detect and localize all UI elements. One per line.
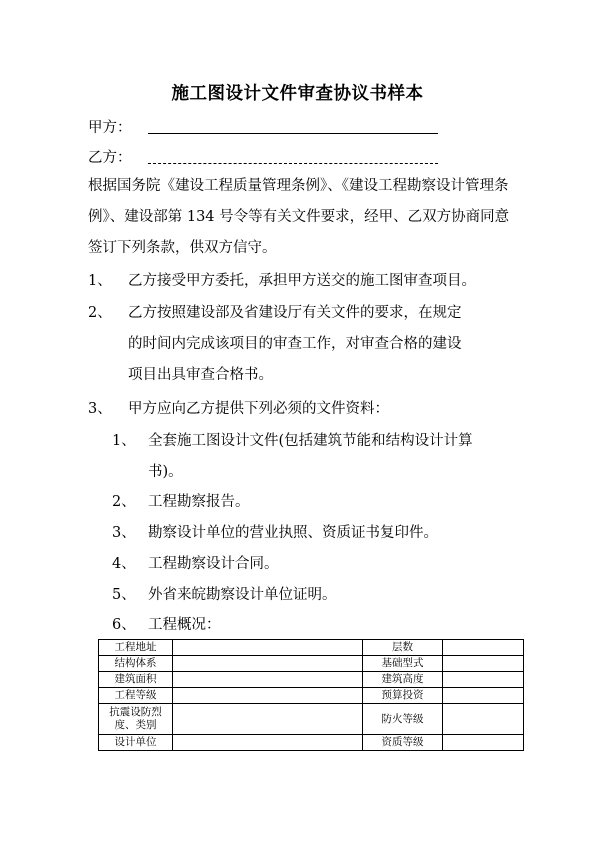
table-value-cell[interactable]: [173, 735, 363, 751]
table-value-cell[interactable]: [443, 735, 524, 751]
party-a-label: 甲方：: [88, 120, 132, 136]
table-label-cell: 资质等级: [363, 735, 443, 751]
table-label-cell: 建筑面积: [99, 672, 173, 688]
intro-paragraph: 根据国务院《建设工程质量管理条例》、《建设工程勘察设计管理条例》、建设部第 134 号令等有关文件要求，经甲、乙双方协商同意签订下列条款，供双方信守。: [88, 178, 510, 256]
clause-number: 1、: [88, 273, 112, 289]
subclause-number: 1、: [112, 433, 136, 449]
table-row: [99, 688, 524, 704]
subclause-number: 3、: [112, 525, 136, 541]
party-b-field: [88, 146, 132, 167]
table-value-cell[interactable]: [443, 672, 524, 688]
table-value-cell[interactable]: [443, 656, 524, 672]
clause-number: 2、: [88, 305, 112, 321]
table-value-cell[interactable]: [443, 640, 524, 656]
table-row: [99, 640, 524, 656]
table-row: [99, 672, 524, 688]
subclause-text: 外省来皖勘察设计单位证明。: [148, 587, 337, 603]
subclause-number: 4、: [112, 556, 136, 572]
clause-number: 3、: [88, 401, 112, 417]
table-row: [99, 656, 524, 672]
subclause-text: 工程勘察报告。: [148, 494, 250, 510]
subclause-number: 2、: [112, 494, 136, 510]
table-label-line: 度、类别: [114, 719, 157, 731]
table-value-cell[interactable]: [173, 704, 363, 735]
party-a-blank-line: [148, 133, 438, 134]
table-value-cell[interactable]: [443, 704, 524, 735]
subclause-text: [148, 426, 528, 488]
subclause-text: 工程勘察设计合同。: [148, 556, 279, 572]
table-label-cell: 结构体系: [99, 656, 173, 672]
clause-text: 甲方应向乙方提供下列必须的文件资料：: [128, 401, 389, 417]
subclause-number: 6、: [112, 617, 136, 633]
clause-text: [128, 298, 528, 391]
table-label-cell: 基础型式: [363, 656, 443, 672]
table-value-cell[interactable]: [173, 688, 363, 704]
table-label-cell: 工程等级: [99, 688, 173, 704]
table-row: [99, 704, 524, 735]
clause-text-line: 乙方按照建设部及省建设厅有关文件的要求，在规定: [128, 305, 462, 321]
project-overview-table: [98, 639, 524, 751]
party-a-field: [88, 116, 132, 137]
table-value-cell[interactable]: [443, 688, 524, 704]
subclause-text-line: 全套施工图设计文件(包括建筑节能和结构设计计算: [148, 433, 473, 449]
table-label-line: 抗震设防烈: [109, 706, 162, 718]
table-label-cell: 层数: [363, 640, 443, 656]
table-label-cell: 防火等级: [363, 704, 443, 735]
table-label-cell: [99, 704, 173, 735]
table-label-cell: 工程地址: [99, 640, 173, 656]
clause-text: 乙方接受甲方委托，承担甲方送交的施工图审查项目。: [128, 273, 476, 289]
party-b-blank-line: [148, 163, 438, 164]
subclause-text: 工程概况：: [148, 617, 221, 633]
clause-text-line: 项目出具审查合格书。: [128, 367, 273, 383]
document-title: 施工图设计文件审查协议书样本: [171, 84, 424, 104]
table-value-cell[interactable]: [173, 656, 363, 672]
table-label-cell: 设计单位: [99, 735, 173, 751]
subclause-text: 勘察设计单位的营业执照、资质证书复印件。: [148, 525, 438, 541]
table-label-cell: 预算投资: [363, 688, 443, 704]
table-value-cell[interactable]: [173, 640, 363, 656]
table-value-cell[interactable]: [173, 672, 363, 688]
table-label-cell: 建筑高度: [363, 672, 443, 688]
clause-text-line: 的时间内完成该项目的审查工作，对审查合格的建设: [128, 336, 462, 352]
subclause-number: 5、: [112, 587, 136, 603]
table-row: [99, 735, 524, 751]
subclause-text-line: 书)。: [148, 464, 183, 480]
party-b-label: 乙方：: [88, 150, 132, 166]
